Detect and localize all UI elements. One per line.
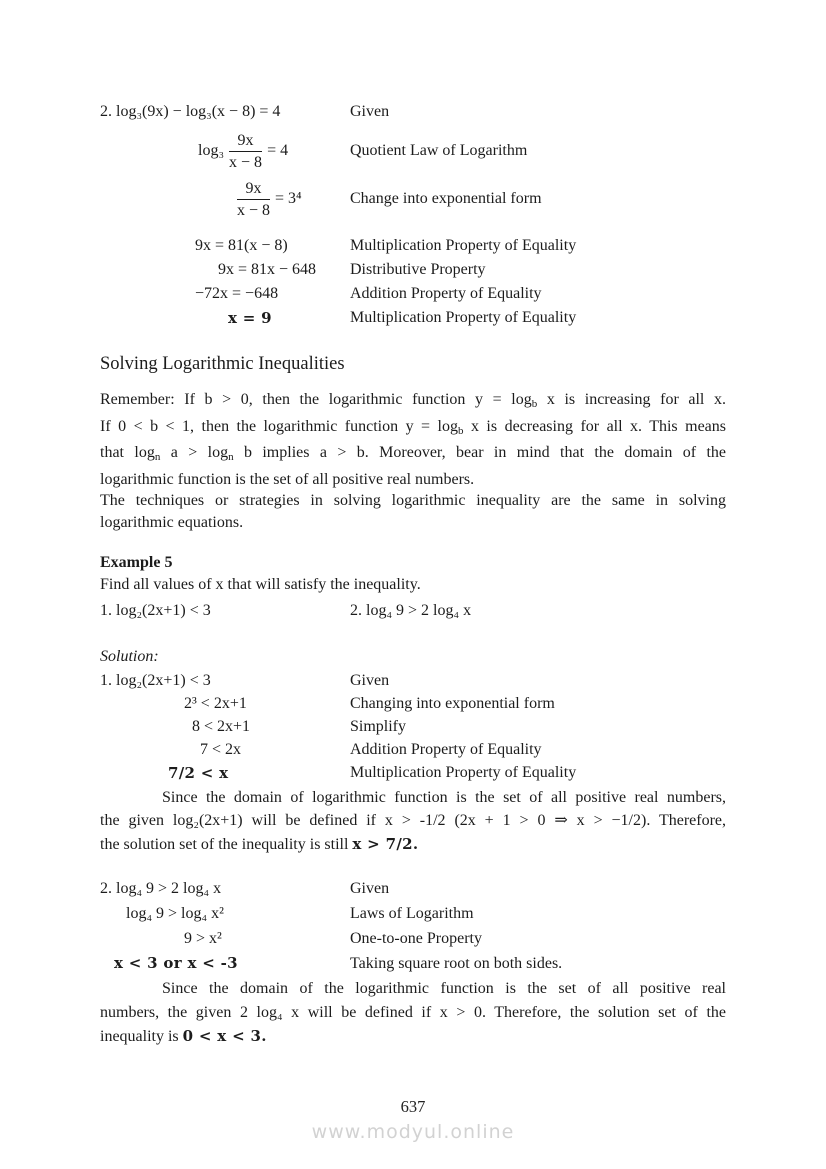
equation-row [100,739,726,762]
equation-row [100,762,726,785]
equation-step: 9 > x² [184,929,222,947]
example-prompt: Find all values of x that will satisfy the inequality. [100,575,421,593]
solution-2-paragraph [100,977,726,1048]
equation-step: −72x = −648 [195,285,279,302]
paragraph-line [100,389,726,416]
paragraph-line [100,1001,726,1025]
final-answer: x < 3 or x < -3 [114,954,238,973]
page-number: 637 [400,1097,426,1116]
equation-cell [100,179,350,220]
paragraph-line [100,786,726,810]
equation-row [100,282,726,306]
text-segment: x is decreasing for all x. This means [463,417,726,435]
paragraph-line [100,1025,726,1049]
text-segment: Since the domain of logarithmic function is the set of all positive real numbers, [162,788,726,806]
equals-part: = 3⁴ [275,189,302,207]
example-problems-row [100,598,726,624]
equation-row-fraction [100,128,726,174]
text-segment: Since the domain of the logarithmic function is the set of all positive real [162,980,726,998]
fraction-numerator: 9x [237,179,270,200]
reason-label: Multiplication Property of Equality [350,764,577,782]
equation-cell [100,718,350,736]
reason-label: Changing into exponential form [350,695,555,713]
equation-cell [100,930,350,948]
reason-label: Laws of Logarithm [350,904,474,922]
equation-cell [100,954,350,973]
text-segment: Remember: If b > 0, then the logarithmic function y = log [100,391,532,408]
paragraph-line [100,416,726,443]
equation-step: log₄ 9 > log₄ x² [126,904,224,922]
fraction-denominator: x − 8 [237,201,271,219]
equation-row [100,306,726,330]
equation-cell [100,261,350,279]
reason-label: Taking square root on both sides. [350,954,563,972]
solution-1-steps [100,670,726,785]
reason-label: Quotient Law of Logarithm [350,142,528,159]
reason-label: One-to-one Property [350,929,482,947]
problem-2 [350,602,726,620]
equation-step: 9x = 81x − 648 [218,261,317,278]
reason-label: Given [350,672,390,690]
equation-step: 2³ < 2x+1 [184,695,247,713]
text-segment: If 0 < b < 1, then the logarithmic function y = log [100,417,458,435]
final-answer: x = 9 [228,308,272,327]
paragraph-line [100,490,726,512]
equation-given: 2. log₄ 9 > 2 log₄ x [100,879,222,897]
text-segment: will be defined if x > 0. Therefore, the solution set of the [299,1003,726,1021]
inline-math: 2 log₄ x [239,1003,300,1021]
paragraph-line [100,833,726,857]
equation-row [100,258,726,282]
solution-1-paragraph [100,786,726,857]
log-prefix: log₃ [198,141,225,159]
example-title: Example 5 [100,553,173,571]
text-segment: logarithmic equations. [100,513,244,531]
equation-cell [100,237,350,255]
section-heading: Solving Logarithmic Inequalities [100,354,345,374]
fraction-denominator: x − 8 [229,153,263,171]
equation-cell [100,309,350,328]
site-watermark: www.modyul.online [311,1121,515,1143]
reason-label: Addition Property of Equality [350,741,542,759]
text-segment: logarithmic function is the set of all positive real numbers. [100,470,475,488]
text-segment: the given [100,812,173,830]
bold-text: 0 < x < 3. [182,1026,267,1045]
intro-paragraph [100,389,726,534]
reason-label: Given [350,103,390,120]
equation-cell [100,905,350,923]
equation-row [100,693,726,716]
paragraph-line [100,469,726,491]
text-segment: will be defined if x > -1/2 (2x + 1 > 0 ⇒ x > −1/2). Therefore, [242,812,727,830]
equation-row [100,100,726,124]
fraction-numerator: 9x [229,131,262,152]
subscript-text: b [457,424,464,437]
equation-cell [100,695,350,713]
reason-label: Simplify [350,718,407,736]
equation-cell [100,103,350,121]
text-segment: b implies a > b. Moreover, bear in mind that the domain of the [233,444,726,462]
equation-cell [100,741,350,759]
equation-row [100,876,726,901]
final-answer: 7/2 < x [168,763,229,782]
equation-row-fraction [100,176,726,222]
equation-row [100,951,726,976]
text-segment: numbers, the given [100,1003,240,1021]
text-segment: that log [100,444,155,462]
equation-given: 2. log₃(9x) − log₃(x − 8) = 4 [100,103,281,120]
equation-cell [100,672,350,690]
text-segment: The techniques or strategies in solving logarithmic inequality are the same in solving [100,492,726,510]
equation-row [100,926,726,951]
subscript-text: n [154,451,161,464]
problem-2-expression: 2. log₄ 9 > 2 log₄ x [350,601,472,619]
reason-label: Addition Property of Equality [350,285,542,302]
equation-step: 8 < 2x+1 [192,718,251,736]
equation-row [100,234,726,258]
problem-1-expression: 1. log₂(2x+1) < 3 [100,601,211,619]
solution-2-steps [100,876,726,976]
text-segment: inequality is [100,1027,183,1045]
equation-given: 1. log₂(2x+1) < 3 [100,672,211,690]
subscript-text: b [531,398,538,410]
text-segment: the solution set of the inequality is still [100,835,353,853]
bold-text: x > 7/2. [352,834,419,853]
logarithmic-equation-example-2 [100,100,726,330]
equation-row [100,716,726,739]
equation-cell [100,880,350,898]
fraction [237,179,270,220]
reason-label: Multiplication Property of Equality [350,309,577,326]
problem-1 [100,602,350,620]
equation-row [100,670,726,693]
equation-step: 7 < 2x [200,741,242,759]
paragraph-line [100,442,726,469]
solution-label: Solution: [100,647,159,665]
paragraph-line [100,809,726,833]
text-segment: a > log [160,444,229,462]
paragraph-line [100,512,726,534]
reason-label: Given [350,879,390,897]
inline-math: log₂(2x+1) [172,812,243,830]
spacer [100,222,726,234]
reason-label: Distributive Property [350,261,486,278]
equation-cell [100,285,350,303]
fraction [229,131,262,172]
equals-part: = 4 [267,141,289,159]
reason-label: Multiplication Property of Equality [350,237,577,254]
equation-cell [100,131,350,172]
equation-row [100,901,726,926]
equation-cell [100,764,350,783]
subscript-text: n [228,451,234,464]
reason-label: Change into exponential form [350,190,542,207]
equation-step: 9x = 81(x − 8) [195,237,288,254]
text-segment: x is increasing for all x. [537,391,726,408]
paragraph-line [100,977,726,1001]
